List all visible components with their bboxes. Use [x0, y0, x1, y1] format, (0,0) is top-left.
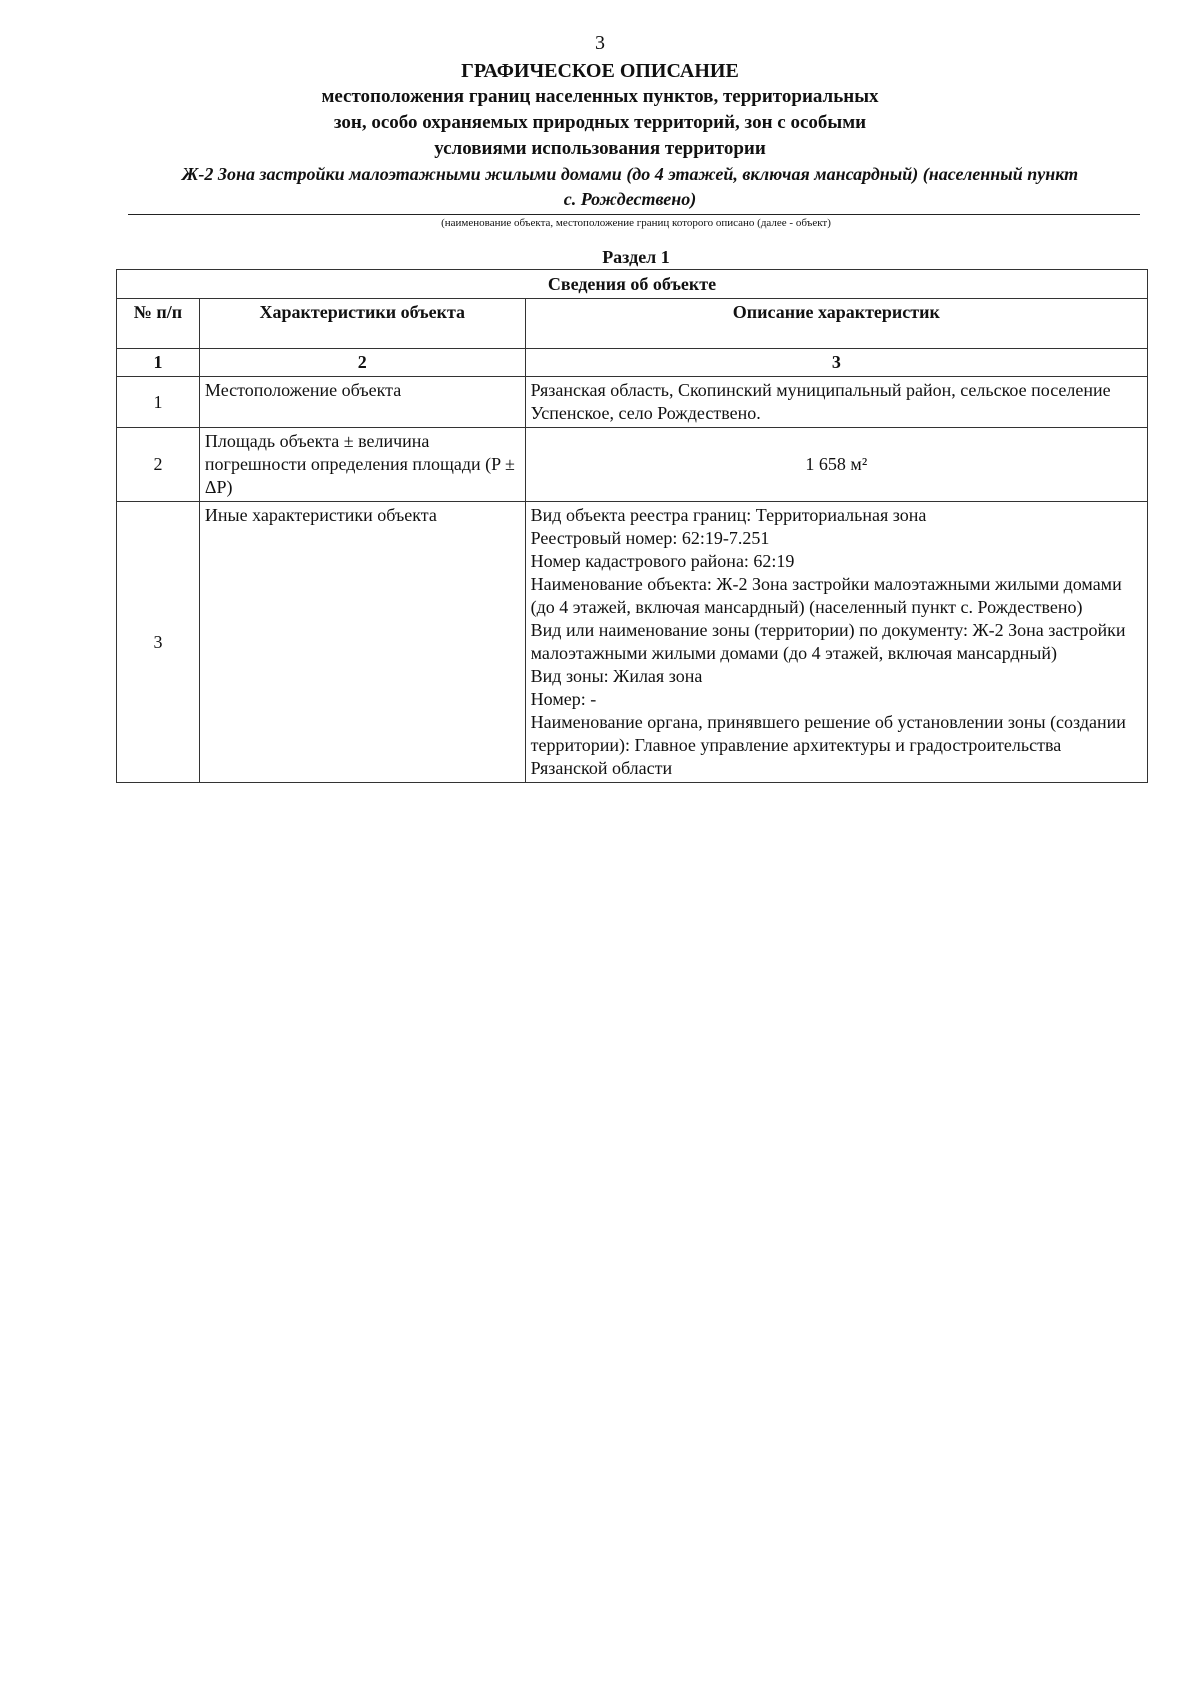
row-number: 2	[117, 428, 200, 502]
object-name-line-1: Ж-2 Зона застройки малоэтажными жилыми домами (до 4 этажей, включая мансардный) (населенный пункт	[181, 164, 1079, 184]
table-title: Сведения об объекте	[117, 270, 1148, 299]
description-line: Номер кадастрового района: 62:19	[530, 551, 795, 571]
object-name-underline	[128, 214, 1140, 215]
table-row	[117, 428, 1148, 502]
row-characteristic: Площадь объекта ± величина погрешности определения площади (P ± ΔP)	[199, 428, 525, 502]
table-row	[117, 502, 1148, 783]
description-line: Наименование органа, принявшего решение об установлении зоны (создании территории): Главное управление архитектуры и градостроительства Рязанской области	[530, 712, 1126, 778]
subtitle-line-3: условиями использования территории	[434, 138, 766, 159]
row-number: 3	[117, 502, 200, 783]
table-row	[117, 377, 1148, 428]
header-num: № п/п	[117, 299, 200, 349]
subtitle-line-2: зон, особо охраняемых природных территорий, зон с особыми	[333, 112, 867, 133]
object-name	[120, 162, 1140, 212]
description-line: Наименование объекта: Ж-2 Зона застройки малоэтажными жилыми домами (до 4 этажей, включая мансардный) (населенный пункт с. Рождествено)	[530, 574, 1122, 617]
column-number-1: 1	[117, 349, 200, 377]
row-description: 1 658 м²	[525, 428, 1147, 502]
page-number: 3	[595, 32, 605, 54]
description-line: Вид объекта реестра границ: Территориальная зона	[530, 505, 927, 525]
description-line: Вид зоны: Жилая зона	[530, 666, 703, 686]
description-line: Реестровый номер: 62:19-7.251	[530, 528, 770, 548]
document-title: ГРАФИЧЕСКОЕ ОПИСАНИЕ	[461, 60, 739, 82]
description-line: Номер: -	[530, 689, 597, 709]
header-characteristics: Характеристики объекта	[199, 299, 525, 349]
header-description: Описание характеристик	[525, 299, 1147, 349]
row-description-list	[525, 502, 1147, 783]
section-label: Раздел 1	[602, 247, 670, 267]
row-description: Рязанская область, Скопинский муниципальный район, сельское поселение Успенское, село Рождествено.	[525, 377, 1147, 428]
row-characteristic: Местоположение объекта	[199, 377, 525, 428]
object-caption: (наименование объекта, местоположение границ которого описано (далее - объект)	[441, 217, 831, 229]
row-number: 1	[117, 377, 200, 428]
description-line: Вид или наименование зоны (территории) по документу: Ж-2 Зона застройки малоэтажными жилыми домами (до 4 этажей, включая мансардный)	[530, 620, 1126, 663]
object-info-table	[116, 269, 1148, 783]
document-header	[0, 58, 1200, 162]
subtitle-line-1: местоположения границ населенных пунктов, территориальных	[321, 86, 879, 107]
row-characteristic: Иные характеристики объекта	[199, 502, 525, 783]
object-name-line-2: с. Рождествено)	[563, 189, 697, 209]
column-number-2: 2	[199, 349, 525, 377]
column-number-3: 3	[525, 349, 1147, 377]
